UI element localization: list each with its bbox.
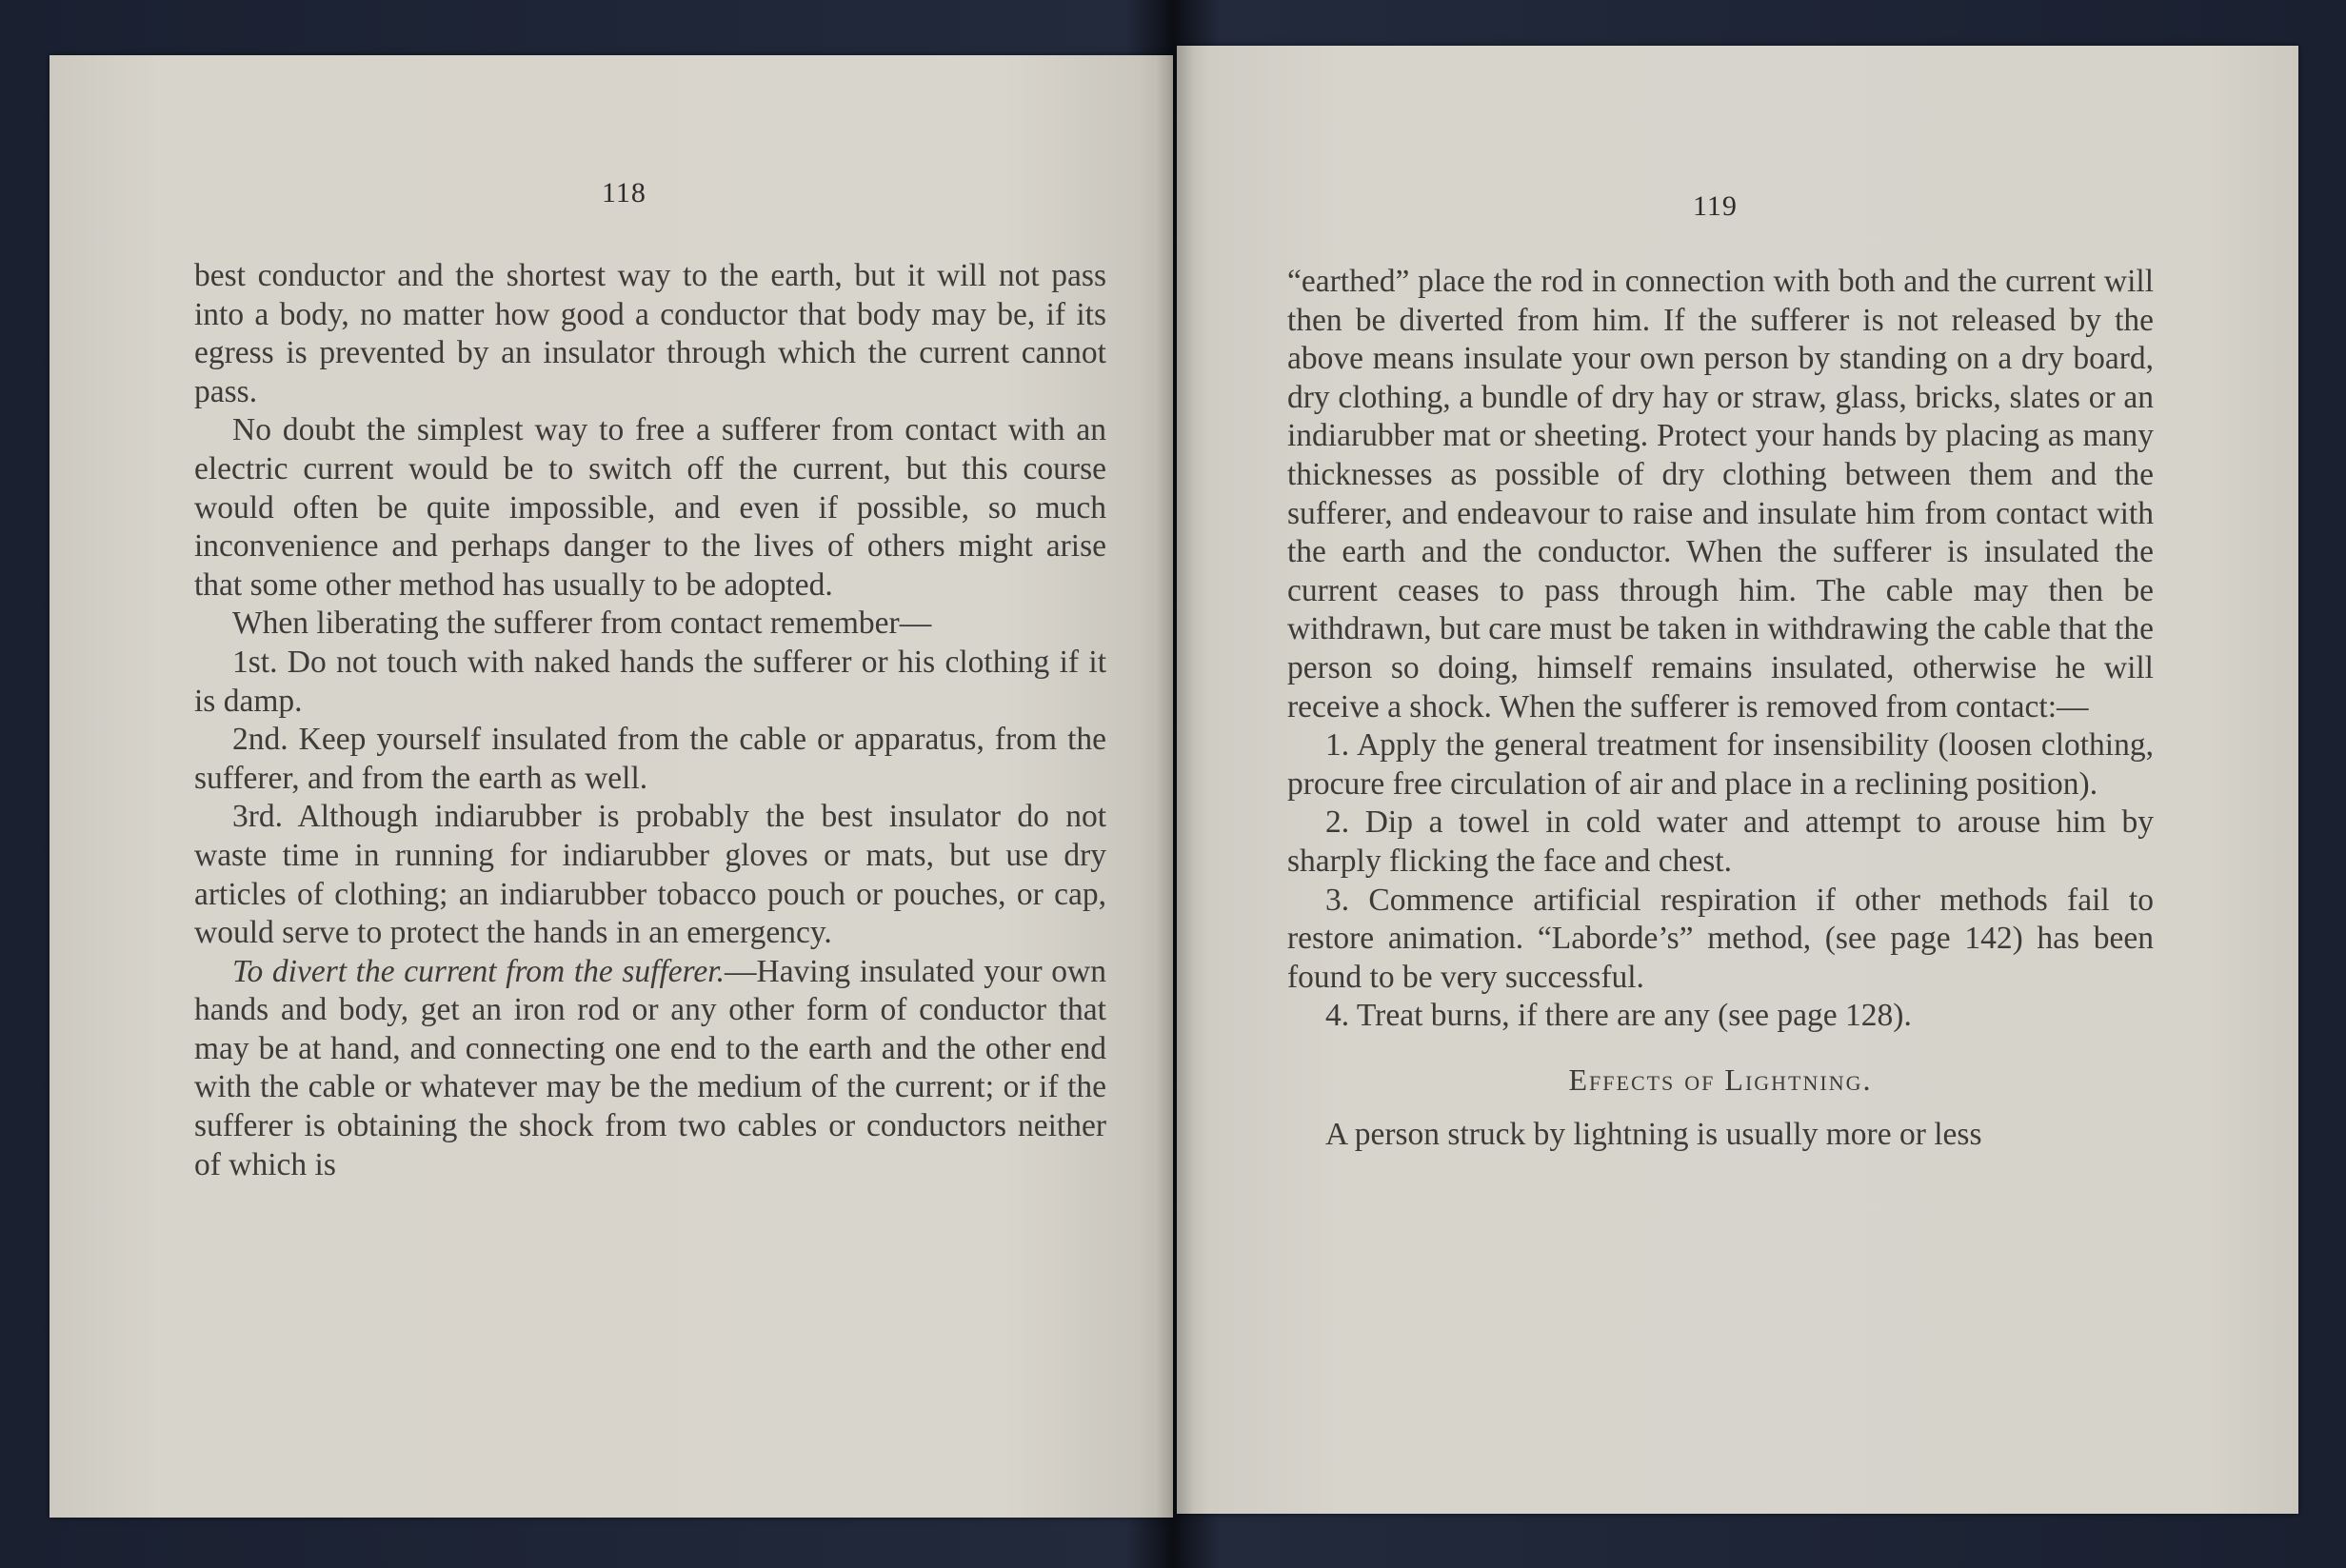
right-page-body [1287, 263, 2154, 1155]
paragraph: 3. Commence artificial respiration if other methods fail to restore animation. “Laborde’s” method, (see page 142) has been found to be very successful. [1287, 882, 2154, 995]
paragraph: 1st. Do not touch with naked hands the sufferer or his clothing if it is damp. [194, 644, 1106, 719]
page-number: 118 [602, 177, 646, 208]
paragraph-text: —Having insulated your own hands and body, get an iron rod or any other form of conductor that may be at hand, and connecting one end to the earth and the other end with the cable or whatever may be the medium of the current; or if the sufferer is obtaining the shock from two cables or conductors neither of which is [194, 953, 1106, 1182]
paragraph: 4. Treat burns, if there are any (see page 128). [1325, 998, 1912, 1034]
paragraph: When liberating the sufferer from contact remember— [232, 605, 932, 642]
gutter-shadow [1177, 46, 1194, 1514]
gutter-shadow [1156, 55, 1173, 1518]
left-page-body [194, 257, 1106, 1184]
section-heading: Effects of Lightning. [1568, 1062, 1873, 1097]
paragraph: 2. Dip a towel in cold water and attempt to arouse him by sharply flicking the face and chest. [1287, 804, 2154, 879]
paragraph: 2nd. Keep yourself insulated from the cable or apparatus, from the sufferer, and from the earth as well. [194, 722, 1106, 796]
paragraph: No doubt the simplest way to free a sufferer from contact with an electric current would be to switch off the current, but this course would often be quite impossible, and even if possible, so much inconvenience and perhaps danger to the lives of others might arise that some other method has usually to be adopted. [194, 412, 1106, 603]
italic-lead: To divert the current from the sufferer. [232, 953, 725, 989]
paragraph [194, 953, 1106, 1185]
paragraph: 1. Apply the general treatment for insensibility (loosen clothing, procure free circulation of air and place in a reclining position). [1287, 727, 2154, 802]
paragraph: “earthed” place the rod in connection with both and the current will then be diverted from him. If the sufferer is not released by the above means insulate your own person by standing on a dry board, dry clothing, a bundle of dry hay or straw, glass, bricks, slates or an indiarubber mat or sheeting. Protect your hands by placing as many thicknesses as possible of dry clothing between them and the sufferer, and endeavour to raise and insulate him from contact with the earth and the conductor. When the sufferer is insulated the current ceases to pass through him. The cable may then be withdrawn, but care must be taken in withdrawing the cable that the person so doing, himself remains insulated, otherwise he will receive a shock. When the sufferer is removed from contact:— [1287, 264, 2154, 724]
right-page [1177, 46, 2298, 1514]
left-page [50, 55, 1173, 1518]
page-number: 119 [1693, 190, 1738, 222]
paragraph: A person struck by lightning is usually more or less [1325, 1117, 1982, 1153]
paragraph: 3rd. Although indiarubber is probably the best insulator do not waste time in running for indiarubber gloves or mats, but use dry articles of clothing; an indiarubber tobacco pouch or pouches, or cap, would serve to protect the hands in an emergency. [194, 799, 1106, 951]
paragraph: best conductor and the shortest way to the earth, but it will not pass into a body, no matter how good a conductor that body may be, if its egress is prevented by an insulator through which the current cannot pass. [194, 258, 1106, 409]
